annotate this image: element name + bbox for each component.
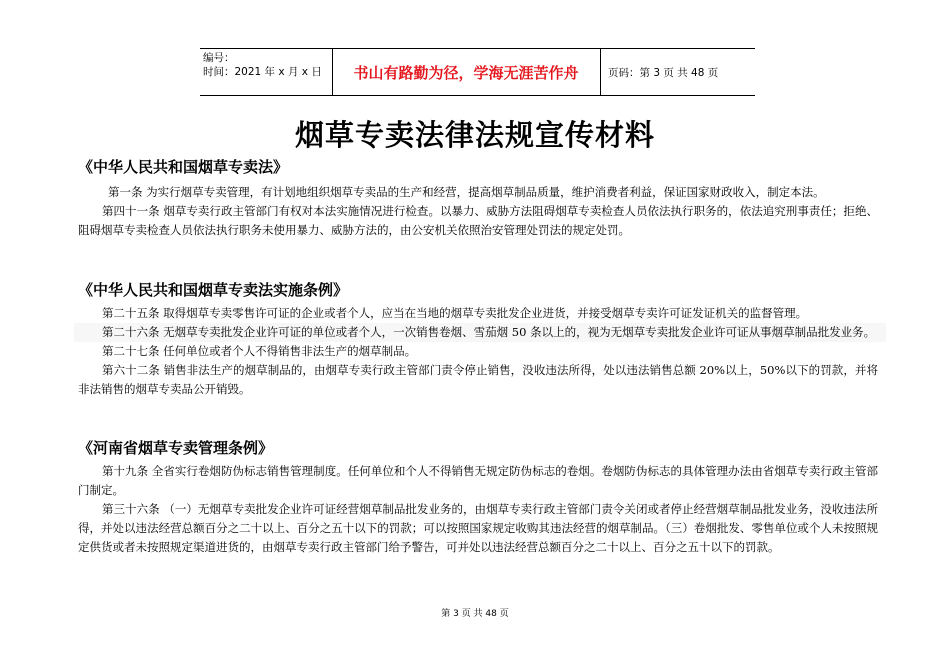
header-number: 编号： xyxy=(203,52,235,64)
header-divider xyxy=(600,49,601,95)
page-footer: 第 3 页 共 48 页 xyxy=(441,609,509,619)
section-tobacco-monopoly-law xyxy=(78,157,878,240)
document-title: 烟草专卖法律法规宣传材料 xyxy=(294,118,655,152)
article-paragraph: 第十九条 全省实行卷烟防伪标志销售管理制度。任何单位和个人不得销售无规定防伪标志的卷烟。卷烟防伪标志的具体管理办法由省烟草专卖行政主管部门制定。 xyxy=(78,464,878,497)
section-implementation-regulations xyxy=(78,280,878,399)
section-heading: 《河南省烟草专卖管理条例》 xyxy=(78,439,274,457)
section-heading: 《中华人民共和国烟草专卖法实施条例》 xyxy=(78,281,349,299)
section-henan-regulations xyxy=(78,438,878,557)
header-time: 时间：2021 年 x 月 x 日 xyxy=(203,66,322,78)
article-paragraph: 第二十五条 取得烟草专卖零售许可证的企业或者个人，应当在当地的烟草专卖批发企业进货，并接受烟草专卖许可证发证机关的监督管理。 xyxy=(102,306,808,320)
header-motto: 书山有路勤为径，学海无涯苦作舟 xyxy=(353,63,579,82)
article-paragraph: 第四十一条 烟草专卖行政主管部门有权对本法实施情况进行检查。以暴力、威胁方法阻碍烟草专卖检查人员依法执行职务的，依法追究刑事责任；拒绝、阻碍烟草专卖检查人员依法执行职务未使用暴力、威胁方法的，由公安机关依照治安管理处罚法的规定处罚。 xyxy=(78,204,878,237)
page-header xyxy=(200,48,755,96)
article-paragraph: 第二十七条 任何单位或者个人不得销售非法生产的烟草制品。 xyxy=(102,344,417,358)
article-paragraph: 第三十六条 （一）无烟草专卖批发企业许可证经营烟草制品批发业务的，由烟草专卖行政主管部门责令关闭或者停止经营烟草制品批发业务，没收违法所得，并处以违法经营总额百分之二十以上、百分之五十以下的罚款；可以按照国家规定收购其违法经营的烟草制品。（三）卷烟批发、零售单位或个人未按照规定供货或者未按照规定渠道进货的，由烟草专卖行政主管部门给予警告，可并处以违法经营总额百分之二十以上、百分之五十以下的罚款。 xyxy=(78,502,878,554)
article-paragraph-highlighted: 第二十六条 无烟草专卖批发企业许可证的单位或者个人，一次销售卷烟、雪茄烟 50 条以上的，视为无烟草专卖批发企业许可证从事烟草制品批发业务。 xyxy=(74,323,886,342)
section-heading: 《中华人民共和国烟草专卖法》 xyxy=(78,158,289,176)
header-meta xyxy=(200,49,332,95)
header-page-number: 页码：第 3 页 共 48 页 xyxy=(608,66,719,79)
article-paragraph: 第一条 为实行烟草专卖管理，有计划地组织烟草专卖品的生产和经营，提高烟草制品质量，维护消费者利益，保证国家财政收入，制定本法。 xyxy=(108,185,825,199)
article-paragraph: 第六十二条 销售非法生产的烟草制品的，由烟草专卖行政主管部门责令停止销售，没收违法所得，处以违法销售总额 20%以上，50%以下的罚款，并将非法销售的烟草专卖品公开销毁。 xyxy=(78,363,878,396)
